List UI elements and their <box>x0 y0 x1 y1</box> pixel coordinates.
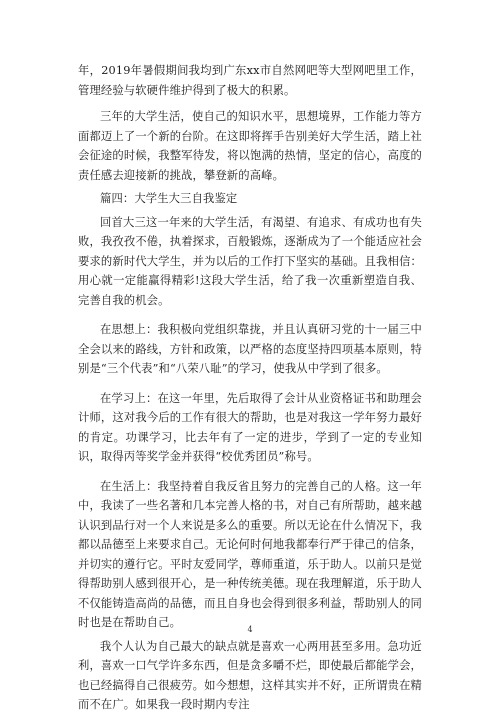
document-body <box>78 61 422 715</box>
paragraph-life: 在生活上：我坚持着自我反省且努力的完善自己的人格。这一年中，我读了一些名著和几本完善人格的书，对自己有所帮助，越来越认识到品行对一个人来说是多么的重要。所以无论在什么情况下，我都以品德至上来要求自己。无论何时何地我都奉行严于律己的信条，并切实的遵行它。平时友爱同学，尊师重道，乐于助人。以前只是觉得帮助别人感到很开心，是一种传统美德。现在我理解道，乐于助人不仅能铸造高尚的品德，而且自身也会得到很多利益，帮助别人的同时也是在帮助自己。 <box>78 479 422 629</box>
paragraph-junior-year-review: 回首大三这一年来的大学生活，有渴望、有追求、有成功也有失败，我孜孜不倦，执着探求，百般锻炼，逐渐成为了一个能适应社会要求的新时代大学生，并为以后的工作打下坚实的基础。且我相信：用心就一定能赢得精彩!这段大学生活，给了我一次重新塑造自我、完善自我的机会。 <box>78 215 422 307</box>
paragraph-shortcomings: 我个人认为自己最大的缺点就是喜欢一心两用甚至多用。急功近利，喜欢一口气学许多东西，但是贪多嚼不烂，即使最后都能学会，也已经搞得自己很疲劳。如今想想，这样其实并不好，正所谓贵在精而不在广。如果我一段时期内专注 <box>78 639 422 711</box>
paragraph-study: 在学习上：在这一年里，先后取得了会计从业资格证书和助理会计师，这对我今后的工作有很大的帮助，也是对我这一学年努力最好的肯定。功课学习，比去年有了一定的进步，学到了一定的专业知识，取得丙等奖学金并获得“校优秀团员”称号。 <box>78 391 422 463</box>
paragraph-work-experience: 年，2019年暑假期间我均到广东xx市自然网吧等大型网吧里工作，管理经验与软硬件维护得到了极大的积累。 <box>78 64 422 97</box>
paragraph-ideology: 在思想上：我积极向党组织靠拢，并且认真研习党的十一届三中全会以来的路线，方针和政策，以严格的态度坚持四项基本原则，特别是“三个代表”和“八荣八耻”的学习，使我从中学到了很多。 <box>78 323 422 375</box>
page-number: 4 <box>247 625 253 634</box>
section-heading: 篇四：大学生大三自我鉴定 <box>100 192 238 205</box>
paragraph-college-summary: 三年的大学生活，使自己的知识水平，思想境界，工作能力等方面都迈上了一个新的台阶。在这即将挥手告别美好大学生活，踏上社会征途的时候，我整军待发，将以饱满的热情，坚定的信心，高度的责任感去迎接新的挑战，攀登新的高峰。 <box>78 110 422 182</box>
